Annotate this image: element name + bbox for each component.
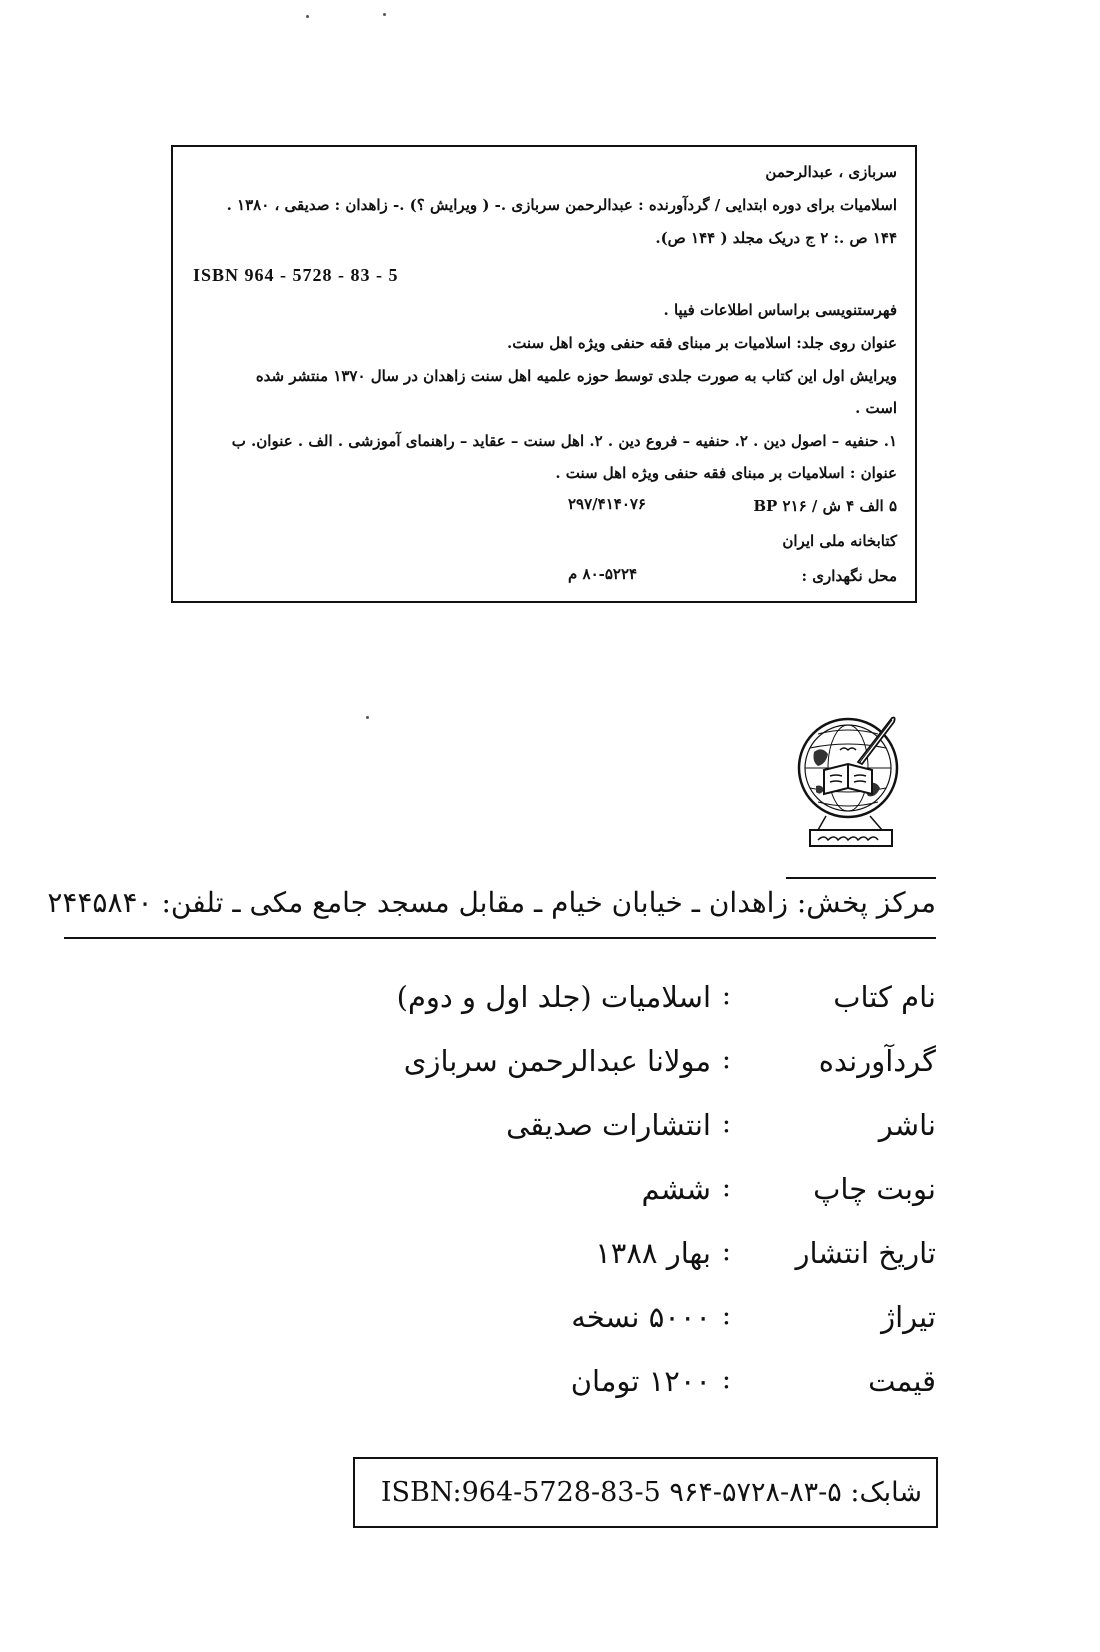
scan-speck <box>306 15 309 18</box>
info-row-book-name <box>236 980 936 1020</box>
info-row-price <box>236 1364 936 1404</box>
info-label: گردآورنده <box>818 1044 936 1078</box>
cip-dewey-number: ۲۹۷/۴۱۴۰۷۶ <box>568 495 646 513</box>
info-value: مولانا عبدالرحمن سربازی <box>403 1044 711 1078</box>
cip-physical-description: ۱۴۴ ص .: ۲ ج دریک مجلد ( ۱۴۴ ص). <box>655 229 897 247</box>
cip-classification: ۵ الف ۴ ش / ۲۱۶ BP <box>753 497 897 515</box>
info-value: انتشارات صدیقی <box>506 1108 711 1142</box>
distribution-center: مرکز پخش: زاهدان ـ خیابان خیام ـ مقابل مسجد جامع مکی ـ تلفن: ۲۴۴۵۸۴۰ <box>47 886 936 919</box>
info-value: ۵۰۰۰ نسخه <box>571 1300 711 1334</box>
info-value: ۱۲۰۰ تومان <box>570 1364 711 1398</box>
distribution-top-rule <box>786 877 936 879</box>
cip-added-title: عنوان : اسلامیات بر مبنای فقه حنفی ویژه اهل سنت . <box>555 464 897 482</box>
info-label: قیمت <box>868 1364 936 1398</box>
cip-note-edition: ویرایش اول این کتاب به صورت جلدی توسط حوزه علمیه اهل سنت زاهدان در سال ۱۳۷۰ منتشر شده <box>255 367 897 385</box>
info-label: تاریخ انتشار <box>795 1236 936 1270</box>
cip-library: کتابخانه ملی ایران <box>782 532 897 550</box>
scan-speck <box>366 716 369 719</box>
cip-location-label: محل نگهداری : <box>801 567 897 585</box>
isbn-box <box>353 1457 938 1528</box>
info-colon: : <box>721 1236 731 1267</box>
info-colon: : <box>721 1044 731 1075</box>
publisher-logo-icon <box>796 712 908 854</box>
info-label: ناشر <box>878 1108 936 1142</box>
cip-subjects: ۱. حنفیه – اصول دین . ۲. حنفیه – فروع دین . ۲. اهل سنت – عقاید – راهنمای آموزشی . الف . عنوان. ب <box>231 432 897 450</box>
scan-speck <box>383 13 386 16</box>
cataloging-box <box>171 145 917 603</box>
info-label: نام کتاب <box>833 980 936 1014</box>
cip-location-value: ۸۰-۵۲۲۴ م <box>568 565 638 583</box>
info-label: تیراژ <box>881 1300 936 1334</box>
cip-note-cover-title: عنوان روی جلد: اسلامیات بر مبنای فقه حنفی ویژه اهل سنت. <box>506 334 897 352</box>
info-colon: : <box>721 1300 731 1331</box>
info-row-publisher <box>236 1108 936 1148</box>
info-label: نوبت چاپ <box>813 1172 936 1206</box>
info-value: اسلامیات (جلد اول و دوم) <box>396 980 711 1014</box>
info-row-print-run <box>236 1172 936 1212</box>
info-row-compiler <box>236 1044 936 1084</box>
distribution-bottom-rule <box>64 937 936 939</box>
info-value: ششم <box>641 1172 711 1206</box>
cip-title-statement: اسلامیات برای دوره ابتدایی / گردآورنده : عبدالرحمن سربازی .- ( ویرایش ؟) .- زاهدان : صدیقی ، ۱۳۸۰ . <box>226 196 897 214</box>
info-colon: : <box>721 1364 731 1395</box>
info-colon: : <box>721 1172 731 1203</box>
info-colon: : <box>721 980 731 1011</box>
info-colon: : <box>721 1108 731 1139</box>
info-row-circulation <box>236 1300 936 1340</box>
isbn-text: شابک: ۵-۸۳-۵۷۲۸-۹۶۴ ISBN:964-5728-83-5 <box>380 1477 922 1508</box>
cip-author: سربازی ، عبدالرحمن <box>765 163 897 181</box>
cip-note-fipa: فهرستنویسی براساس اطلاعات فیپا . <box>663 301 897 319</box>
info-value: بهار ۱۳۸۸ <box>595 1236 711 1270</box>
cip-isbn: ISBN 964 - 5728 - 83 - 5 <box>193 265 399 285</box>
cip-note-edition-cont: است . <box>855 399 897 417</box>
info-row-publish-date <box>236 1236 936 1276</box>
